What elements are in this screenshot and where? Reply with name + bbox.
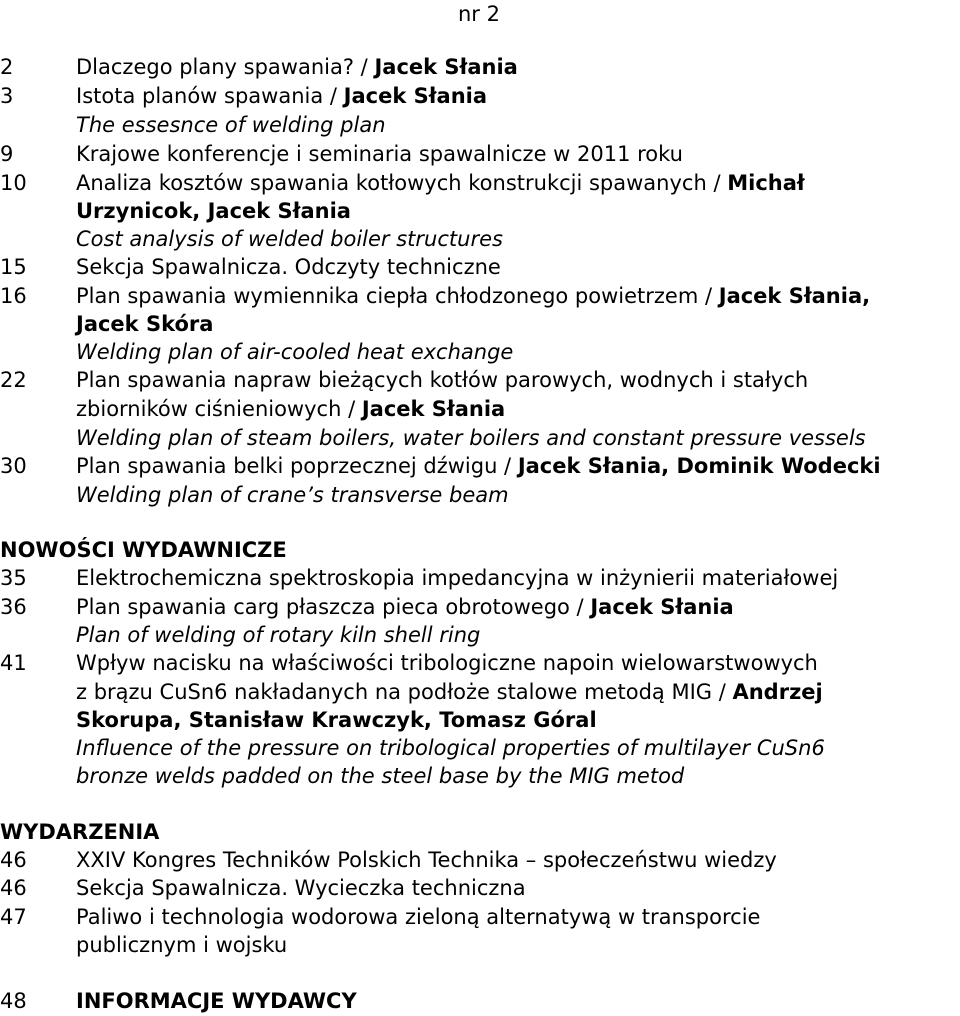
article-english-title: bronze welds padded on the steel base by the MIG metod xyxy=(76,764,685,788)
article-title: Wpływ nacisku na właściwości tribologiczne napoin wielowarstwowych xyxy=(76,651,818,675)
article-english-title: Welding plan of crane’s transverse beam xyxy=(76,483,509,507)
article-title: Dlaczego plany spawania? / xyxy=(76,55,368,79)
page-number: 2 xyxy=(0,55,14,79)
article-title: XXIV Kongres Techników Polskich Technika – społeczeństwu wiedzy xyxy=(76,848,777,872)
page-number: 22 xyxy=(0,368,27,392)
article-english-title: Welding plan of air-cooled heat exchange xyxy=(76,340,514,364)
article-title: Sekcja Spawalnicza. Odczyty techniczne xyxy=(76,255,501,279)
issue-number: nr 2 xyxy=(458,2,500,26)
page-number: 35 xyxy=(0,566,27,590)
article-english-title: Plan of welding of rotary kiln shell ring xyxy=(76,623,481,647)
article-english-title: Cost analysis of welded boiler structures xyxy=(76,227,503,251)
page-number: 47 xyxy=(0,905,27,929)
article-title: Plan spawania carg płaszcza pieca obrotowego / xyxy=(76,595,584,619)
article-authors: Jacek Słania xyxy=(343,84,488,108)
article-english-title: The essesnce of welding plan xyxy=(76,113,386,137)
article-authors: Skorupa, Stanisław Krawczyk, Tomasz Góral xyxy=(76,708,597,732)
article-authors: Jacek Skóra xyxy=(76,312,214,336)
article-title: Plan spawania wymiennika ciepła chłodzonego powietrzem / xyxy=(76,284,713,308)
article-authors: Andrzej xyxy=(732,680,823,704)
page-number: 46 xyxy=(0,876,27,900)
page-number: 46 xyxy=(0,848,27,872)
article-title: Istota planów spawania / xyxy=(76,84,337,108)
page-number: 36 xyxy=(0,595,27,619)
page-number: 10 xyxy=(0,171,27,195)
article-title: Plan spawania belki poprzecznej dźwigu / xyxy=(76,454,512,478)
page-number: 15 xyxy=(0,255,27,279)
article-title: Plan spawania napraw bieżących kotłów parowych, wodnych i stałych xyxy=(76,368,809,392)
page-number: 3 xyxy=(0,84,14,108)
article-title: z brązu CuSn6 nakładanych na podłoże stalowe metodą MIG / xyxy=(76,680,726,704)
publisher-info-title: INFORMACJE WYDAWCY xyxy=(76,989,357,1013)
article-title: Paliwo i technologia wodorowa zieloną alternatywą w transporcie xyxy=(76,905,761,929)
article-title: Sekcja Spawalnicza. Wycieczka techniczna xyxy=(76,876,526,900)
article-title: Krajowe konferencje i seminaria spawalnicze w 2011 roku xyxy=(76,142,683,166)
article-title: Elektrochemiczna spektroskopia impedancyjna w inżynierii materiałowej xyxy=(76,566,839,590)
page-number: 30 xyxy=(0,454,27,478)
article-english-title: Influence of the pressure on tribological properties of multilayer CuSn6 xyxy=(76,736,825,760)
article-authors: Jacek Słania, Dominik Wodecki xyxy=(517,454,881,478)
page-number: 48 xyxy=(0,989,27,1013)
article-authors: Michał xyxy=(727,171,805,195)
article-authors: Jacek Słania xyxy=(374,55,518,79)
page-number: 41 xyxy=(0,651,27,675)
page-number: 9 xyxy=(0,142,14,166)
article-title: publicznym i wojsku xyxy=(76,933,288,957)
article-authors: Urzynicok, Jacek Słania xyxy=(76,199,351,223)
article-authors: Jacek Słania xyxy=(590,595,734,619)
article-english-title: Welding plan of steam boilers, water boilers and constant pressure vessels xyxy=(76,426,866,450)
article-title: zbiorników ciśnieniowych / xyxy=(76,397,356,421)
article-title: Analiza kosztów spawania kotłowych konstrukcji spawanych / xyxy=(76,171,721,195)
section-heading-events: WYDARZENIA xyxy=(0,820,160,844)
article-authors: Jacek Słania xyxy=(361,397,506,421)
page-number: 16 xyxy=(0,284,27,308)
section-heading-news: NOWOŚCI WYDAWNICZE xyxy=(0,538,287,562)
article-authors: Jacek Słania, xyxy=(718,284,871,308)
